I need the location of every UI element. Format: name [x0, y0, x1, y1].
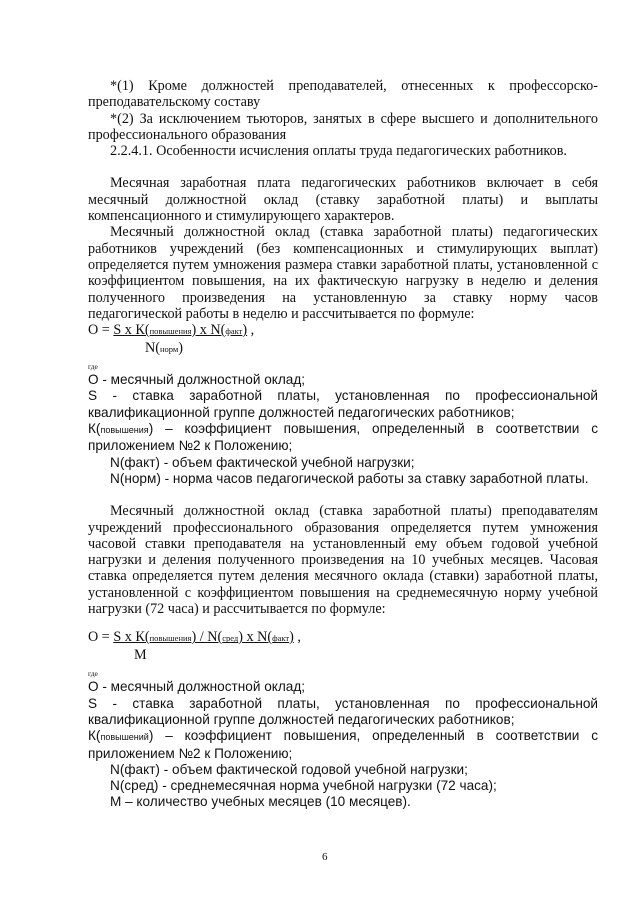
- formula-2-numerator: О = S x К(повышения) / N(сред) x N(факт) ,: [88, 629, 301, 646]
- formula-1-numerator: О = S x К(повышения) x N(факт) ,: [88, 322, 255, 339]
- footnote-1: *(1) Кроме должностей преподавателей, отнесенных к профессорско-преподавательскому составу: [88, 78, 598, 111]
- formula-1: [88, 322, 598, 362]
- formula-2: [88, 629, 598, 669]
- where-label-1: где: [88, 362, 98, 372]
- definition-nnorm-1: N(норм) - норма часов педагогической работы за ставку заработной платы.: [110, 470, 589, 486]
- document-page: [88, 78, 598, 811]
- definition-k-2: К(повышений) – коэффициент повышения, определенный в соответствии с приложением №2 к Положению;: [88, 728, 598, 761]
- paragraph-salary-formula-intro: Месячный должностной оклад (ставка заработной платы) педагогических работников учреждений (без компенсационных и стимулирующих выплат) определяется путем умножения размера ставки заработной платы, установленной с коэффициентом повышения, на их фактическую нагрузку в неделю и деления полученного произведения на установленную за ставку норму часов педагогической работы в неделю и рассчитывается по формуле:: [88, 224, 598, 322]
- page-number: 6: [322, 851, 328, 863]
- footnote-2: *(2) За исключением тьюторов, занятых в сфере высшего и дополнительного профессионального образования: [88, 110, 598, 143]
- definition-k-1: К(повышения) – коэффициент повышения, определенный в соответствии с приложением №2 к Положению;: [88, 421, 598, 454]
- definition-o-2: О - месячный должностной оклад;: [88, 679, 306, 695]
- where-label-2: где: [88, 669, 98, 679]
- definition-nfact-2: N(факт) - объем фактической годовой учебной нагрузки;: [110, 761, 468, 777]
- formula-1-denominator: N(норм): [145, 340, 184, 357]
- definition-nfact-1: N(факт) - объем фактической учебной нагрузки;: [110, 454, 415, 470]
- definition-nsred-2: N(сред) - среднемесячная норма учебной нагрузки (72 часа);: [110, 778, 497, 794]
- definition-s-1: S - ставка заработной платы, установленная по профессиональной квалификационной группе должностей педагогических работников;: [88, 388, 598, 420]
- paragraph-teachers-salary: Месячный должностной оклад (ставка заработной платы) преподавателям учреждений профессионального образования определяется путем умножения часовой ставки преподавателя на установленный ему объем годовой учебной нагрузки и деления полученного произведения на 10 учебных месяцев. Часовая ставка определяется путем деления месячного оклада (ставки) заработной платы, установленной с коэффициентом повышения на среднемесячную норму учебной нагрузки (72 часа) и рассчитывается по формуле:: [88, 503, 598, 618]
- definition-o-1: О - месячный должностной оклад;: [88, 372, 306, 388]
- formula-2-denominator: М: [134, 647, 147, 664]
- definition-m-2: М – количество учебных месяцев (10 месяцев).: [110, 794, 411, 810]
- section-title: 2.2.4.1. Особенности исчисления оплаты труда педагогических работников.: [110, 143, 567, 160]
- paragraph-monthly-salary: Месячная заработная плата педагогических работников включает в себя месячный должностной оклад (ставку заработной платы) и выплаты компенсационного и стимулирующего характеров.: [88, 175, 598, 225]
- definition-s-2: S - ставка заработной платы, установленная по профессиональной квалификационной группе должностей педагогических работников;: [88, 695, 598, 727]
